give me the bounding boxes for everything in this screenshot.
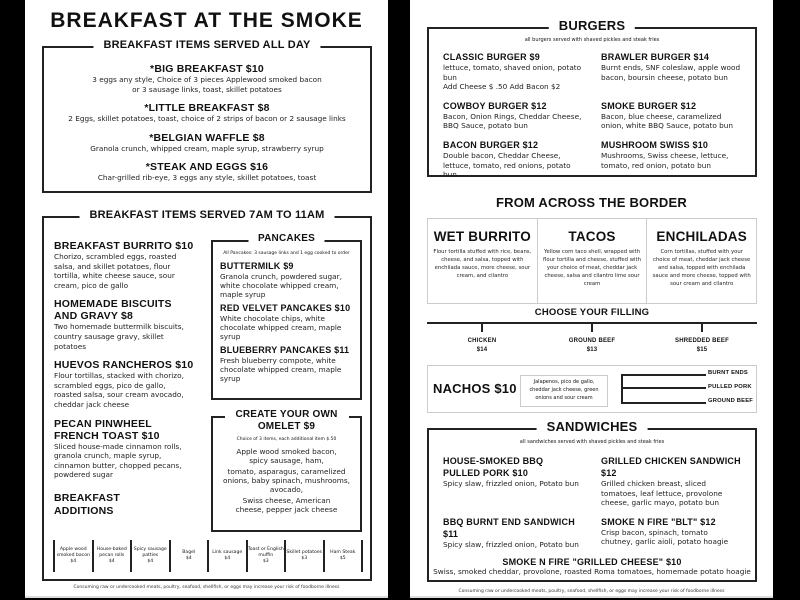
nachos-section (427, 365, 757, 413)
menu-item: BBQ BURNT END SANDWICH $11 Spicy slaw, frizzled onion, Potato bun (443, 516, 579, 549)
section-heading: SANDWICHES (537, 419, 648, 434)
omelet-cheeses: Swiss cheese, American cheese, pepper jack cheese (235, 496, 338, 514)
addition-item: Bagel $4 (171, 540, 210, 572)
page-title: BREAKFAST AT THE SMOKE (50, 9, 363, 32)
menu-item: BLUEBERRY PANCAKES $11 Fresh blueberry compote, white chocolate whipped cream, maple syrup (220, 345, 350, 383)
filling-option: GROUND BEEF $13 (568, 338, 616, 353)
menu-item: HUEVOS RANCHEROS $10 Flour tortillas, stacked with chorizo, scrambled eggs, pico de gallo, roasted salsa, sour cream avocado, cheddar jack cheese (54, 359, 194, 409)
menu-item: *BIG BREAKFAST $10 3 eggs any style, Choice of 3 pieces Applewood smoked bacon or 3 sausage links, toast, skillet potatoes (92, 63, 322, 94)
section-heading: BREAKFAST ITEMS SERVED ALL DAY (93, 39, 320, 51)
menu-item: COWBOY BURGER $12 Bacon, Onion Rings, Cheddar Cheese, BBQ Sauce, potato bun (443, 100, 582, 131)
border-items (427, 218, 757, 304)
filling-heading: CHOOSE YOUR FILLING (534, 307, 650, 318)
filling-tick (481, 323, 483, 332)
menu-item: *STEAK AND EGGS $16 Char-grilled rib-eye, 3 eggs any style, skillet potatoes, toast (97, 161, 317, 183)
menu-item: BREAKFAST BURRITO $10 Chorizo, scrambled eggs, roasted salsa, and skillet potatoes, flour tortilla, white cheese sauce, sour cream, pico de gallo (54, 240, 194, 290)
nachos-option: PULLED PORK (708, 384, 752, 390)
menu-item: WET BURRITO Flour tortilla stuffed with rice, beans, cheese, and salsa, topped with enchilada sauce, more cheese, sour cream, and cilantro (428, 219, 538, 303)
menu-item: MUSHROOM SWISS $10 Mushrooms, Swiss cheese, lettuce, tomato, red onion, potato bun (601, 139, 729, 170)
addition-item: Spicy sausage patties $4 (132, 540, 171, 572)
food-safety-footer: Consuming raw or undercooked meats, poultry, seafood, shellfish, or eggs may increase your risk of foodborne illness (73, 585, 340, 590)
burgers-note: all burgers served with shaved pickles and steak fries (524, 37, 660, 43)
section-heading: PANCAKES (248, 233, 325, 244)
nachos-option: GROUND BEEF (708, 398, 754, 404)
sandwiches-section (427, 419, 757, 582)
additions-list (53, 540, 363, 572)
omelet-section (211, 409, 362, 532)
filling-option: SHREDDED BEEF $15 (675, 338, 729, 353)
pancakes-section (211, 233, 362, 400)
menu-item: HOUSE-SMOKED BBQ PULLED PORK $10 Spicy slaw, frizzled onion, Potato bun (443, 456, 579, 488)
section-heading: BURGERS (549, 18, 635, 33)
addition-item: Skillet potatoes $3 (286, 540, 325, 572)
burgers-section (427, 18, 757, 180)
menu-item: SMOKE N FIRE "GRILLED CHEESE" $10 Swiss, smoked cheddar, provolone, roasted Roma tomatoes, homemade potato hoagie (433, 557, 751, 577)
border-heading: FROM ACROSS THE BORDER (496, 195, 687, 210)
addition-item: Link sausage $4 (209, 540, 248, 572)
addition-item: House-baked pecan rolls $4 (94, 540, 133, 572)
addition-item: Apple wood smoked bacon $4 (55, 540, 94, 572)
filling-tick (701, 323, 703, 332)
section-heading: CREATE YOUR OWN OMELET $9 (225, 409, 349, 433)
all-day-section (42, 39, 372, 193)
omelet-meats: Apple wood smoked bacon, spicy sausage, ham, (236, 447, 337, 465)
menu-item: *BELGIAN WAFFLE $8 Granola crunch, whipped cream, maple syrup, strawberry syrup (90, 131, 324, 153)
filling-option: CHICKEN $14 (467, 338, 497, 353)
breakfast-menu-page (25, 0, 388, 598)
menu-item: BACON BURGER $12 Double bacon, Cheddar Cheese, lettuce, tomato, red onions, potato bun (443, 139, 571, 180)
menu-item: PECAN PINWHEEL FRENCH TOAST $10 Sliced house-made cinnamon rolls, granola crunch, maple syrup, cinnamon butter, chopped pecans, powdered sugar (54, 417, 182, 480)
omelet-note: Choice of 3 items, each additional item $.50 (236, 437, 337, 442)
menu-item: BRAWLER BURGER $14 Burnt ends, SNF coleslaw, apple wood bacon, boursin cheese, potato bun (601, 52, 741, 82)
menu-item: *LITTLE BREAKFAST $8 2 Eggs, skillet potatoes, toast, choice of 2 strips of bacon or 2 sausage links (68, 102, 346, 124)
filling-tick (591, 323, 593, 332)
sandwiches-note: all sandwiches served with shaved pickles and steak fries (519, 439, 665, 445)
menu-item: SMOKE BURGER $12 Bacon, blue cheese, caramelized onion, white BBQ Sauce, potato bun (601, 100, 734, 131)
addition-item: Ham Steak $5 (325, 540, 364, 572)
menu-item: HOMEMADE BISCUITS AND GRAVY $8 Two homemade buttermilk biscuits, country sausage gravy, skillet potatoes (54, 298, 184, 351)
section-heading: BREAKFAST ITEMS SERVED 7AM TO 11AM (80, 209, 335, 221)
pancakes-note: All Pancakes: 3 sausage links and 1 egg cooked to order (223, 251, 350, 256)
food-safety-footer: Consuming raw or undercooked meats, poultry, seafood, shellfish, or eggs may increase your risk of foodborne illness (458, 589, 725, 594)
menu-item: BUTTERMILK $9 Granola crunch, powdered sugar, white chocolate whipped cream, maple syrup (220, 261, 342, 299)
menu-item: SMOKE N FIRE "BLT" $12 Crisp bacon, spinach, tomato chutney, garlic aioli, potato hoagie (601, 516, 729, 547)
nachos-desc: Jalapenos, pico de gallo, cheddar jack cheese, green onions and sour cream (520, 375, 608, 407)
addition-item: Toast or English muffin $3 (248, 540, 287, 572)
menu-item: CLASSIC BURGER $9 lettuce, tomato, shaved onion, potato bun Add Cheese $ .50 Add Bacon $2 (443, 52, 582, 92)
menu-item: ENCHILADAS Corn tortillas, stuffed with your choice of meat, cheddar jack cheese and salsa, topped with enchilada sauce and more cheese, topped with sour cream and cilantro (652, 229, 751, 287)
menu-item: RED VELVET PANCAKES $10 White chocolate chips, white chocolate whipped cream, maple syrup (220, 303, 351, 341)
nachos-option: BURNT ENDS (708, 370, 749, 376)
menu-item: GRILLED CHICKEN SANDWICH $12 Grilled chicken breast, sliced tomatoes, leaf lettuce, provolone cheese, garlic mayo, potato bun (601, 456, 741, 508)
omelet-vegetables: tomato, asparagus, caramelized onions, baby spinach, mushrooms, avocado, (222, 467, 350, 494)
additions-heading: BREAKFAST ADDITIONS (54, 491, 120, 517)
menu-item: TACOS Yellow corn taco shell, wrapped with flour tortilla and cheese, stuffed with your choice of meat, cheddar jack cheese, salsa and cilantro lime sour cream (538, 219, 648, 303)
nachos-title: NACHOS $10 (433, 381, 517, 396)
